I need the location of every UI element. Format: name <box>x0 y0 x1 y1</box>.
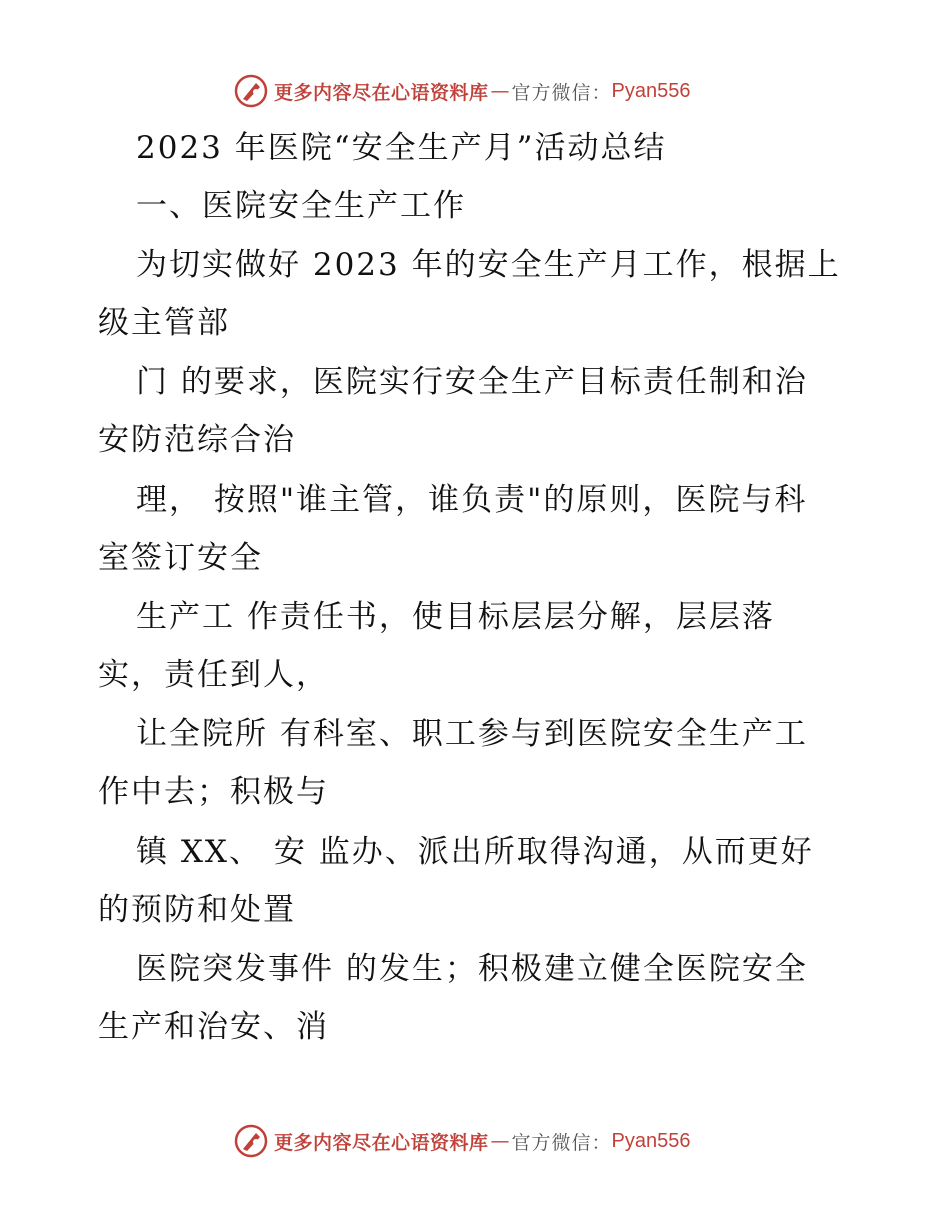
watermark-wechat-label: 官方微信： <box>511 1131 612 1154</box>
body-line-12: 的预防和处置 <box>98 892 296 928</box>
body-line-10: 作中去；积极与 <box>98 774 329 810</box>
body-line-11: 镇 XX、 安 监办、派出所取得沟通，从而更好 <box>136 834 814 870</box>
section-heading: 一、医院安全生产工作 <box>136 188 466 224</box>
footer-watermark <box>234 1123 691 1159</box>
pen-logo-icon <box>234 74 268 108</box>
body-line-6: 室签订安全 <box>98 540 263 576</box>
body-line-9: 让全院所 有科室、职工参与到医院安全生产工 <box>136 716 808 752</box>
body-line-13: 医院突发事件 的发生；积极建立健全医院安全 <box>136 951 808 987</box>
watermark-wechat-label: 官方微信： <box>511 81 612 104</box>
pen-logo-icon <box>234 1124 268 1158</box>
watermark-brand: 更多内容尽在心语资料库 <box>274 1131 489 1154</box>
body-line-4: 安防范综合治 <box>98 422 296 458</box>
watermark-wechat-id: Pyan556 <box>611 1129 691 1152</box>
body-line-14: 生产和治安、消 <box>98 1009 329 1045</box>
body-line-2: 级主管部 <box>98 305 230 341</box>
body-line-5: 理， 按照"谁主管，谁负责"的原则，医院与科 <box>136 482 808 518</box>
body-line-8: 实，责任到人， <box>98 657 329 693</box>
document-title: 2023 年医院“安全生产月”活动总结 <box>136 130 667 166</box>
body-line-1: 为切实做好 2023 年的安全生产月工作，根据上 <box>136 247 841 283</box>
watermark-wechat-id: Pyan556 <box>611 79 691 102</box>
body-line-7: 生产工 作责任书，使目标层层分解，层层落 <box>136 599 775 635</box>
body-line-3: 门 的要求，医院实行安全生产目标责任制和治 <box>136 364 808 400</box>
watermark-brand: 更多内容尽在心语资料库 <box>274 81 489 104</box>
header-watermark <box>234 73 691 109</box>
watermark-dash: — <box>490 80 510 102</box>
watermark-dash: — <box>490 1130 510 1152</box>
